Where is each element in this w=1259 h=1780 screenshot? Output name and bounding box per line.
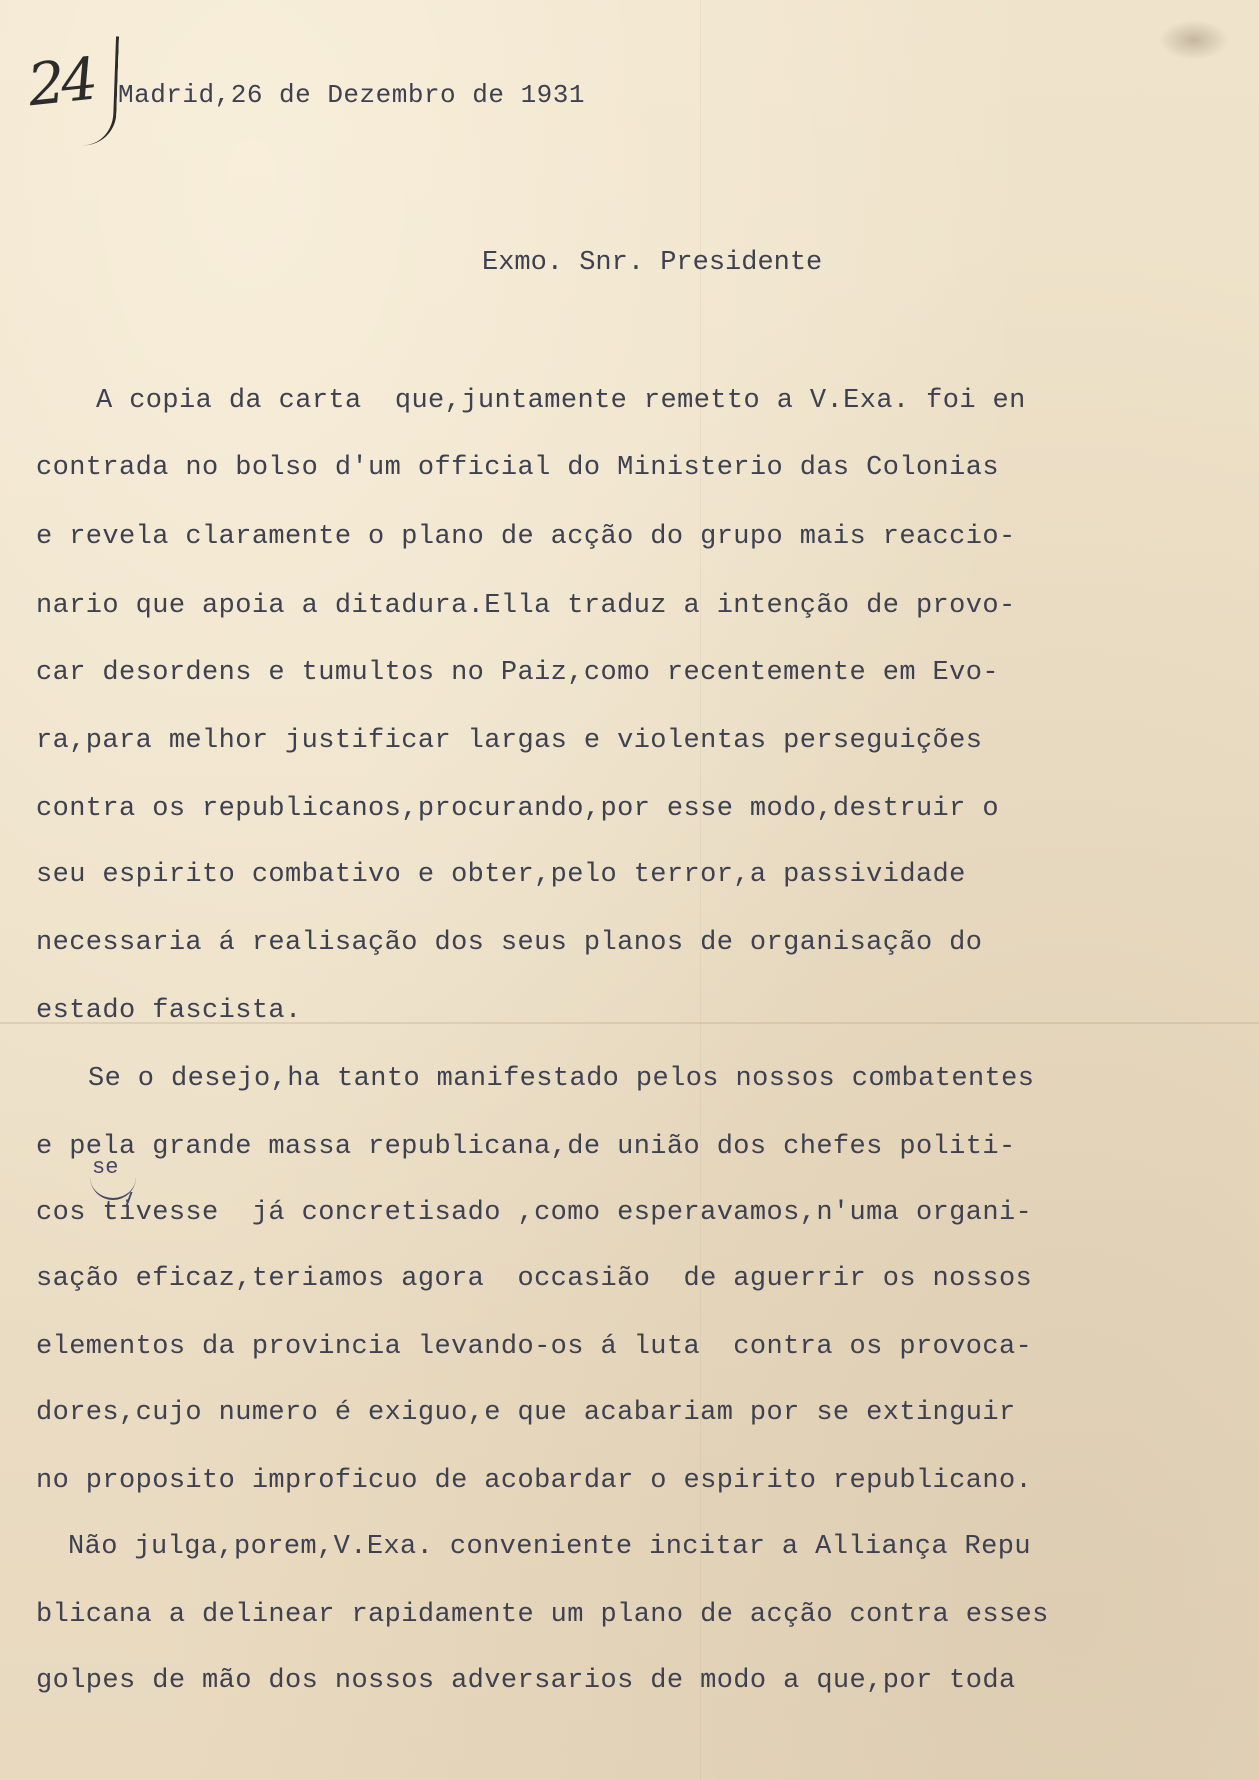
body-line: blicana a delinear rapidamente um plano de acção contra esses	[36, 1600, 1049, 1630]
salutation: Exmo. Snr. Presidente	[482, 248, 823, 278]
body-line: car desordens e tumultos no Paiz,como recentemente em Evo-	[36, 658, 999, 688]
body-line: necessaria á realisação dos seus planos de organisação do	[36, 928, 983, 958]
body-line: dores,cujo numero é exiguo,e que acabariam por se extinguir	[36, 1398, 1016, 1428]
body-line: no proposito improficuo de acobardar o espirito republicano.	[36, 1466, 1033, 1496]
body-line: e revela claramente o plano de acção do grupo mais reaccio-	[36, 522, 1016, 552]
paper-stain	[1159, 20, 1229, 60]
body-line: sação eficaz,teriamos agora occasião de aguerrir os nossos	[36, 1264, 1033, 1294]
body-line: Se o desejo,ha tanto manifestado pelos nossos combatentes	[88, 1064, 1035, 1094]
body-line: golpes de mão dos nossos adversarios de modo a que,por toda	[36, 1666, 1016, 1696]
handwritten-page-number: 24	[24, 44, 98, 120]
body-line: seu espirito combativo e obter,pelo terror,a passividade	[36, 860, 966, 890]
body-line: nario que apoia a ditadura.Ella traduz a intenção de provo-	[36, 591, 1016, 621]
body-line: ra,para melhor justificar largas e violentas perseguições	[36, 726, 983, 756]
body-line: contrada no bolso d'um official do Ministerio das Colonias	[36, 453, 999, 483]
handwritten-insertion: se	[92, 1155, 119, 1180]
body-line: Não julga,porem,V.Exa. conveniente incitar a Alliança Repu	[68, 1532, 1031, 1562]
body-line: contra os republicanos,procurando,por esse modo,destruir o	[36, 794, 999, 824]
body-line: e pela grande massa republicana,de união dos chefes politi-	[36, 1132, 1016, 1162]
body-line: estado fascista.	[36, 996, 302, 1026]
dateline: Madrid,26 de Dezembro de 1931	[118, 80, 585, 110]
body-line: elementos da provincia levando-os á luta contra os provoca-	[36, 1332, 1033, 1362]
body-line: cos tivesse já concretisado ,como esperavamos,n'uma organi-	[36, 1198, 1033, 1228]
body-line: A copia da carta que,juntamente remetto a V.Exa. foi en	[96, 386, 1026, 416]
